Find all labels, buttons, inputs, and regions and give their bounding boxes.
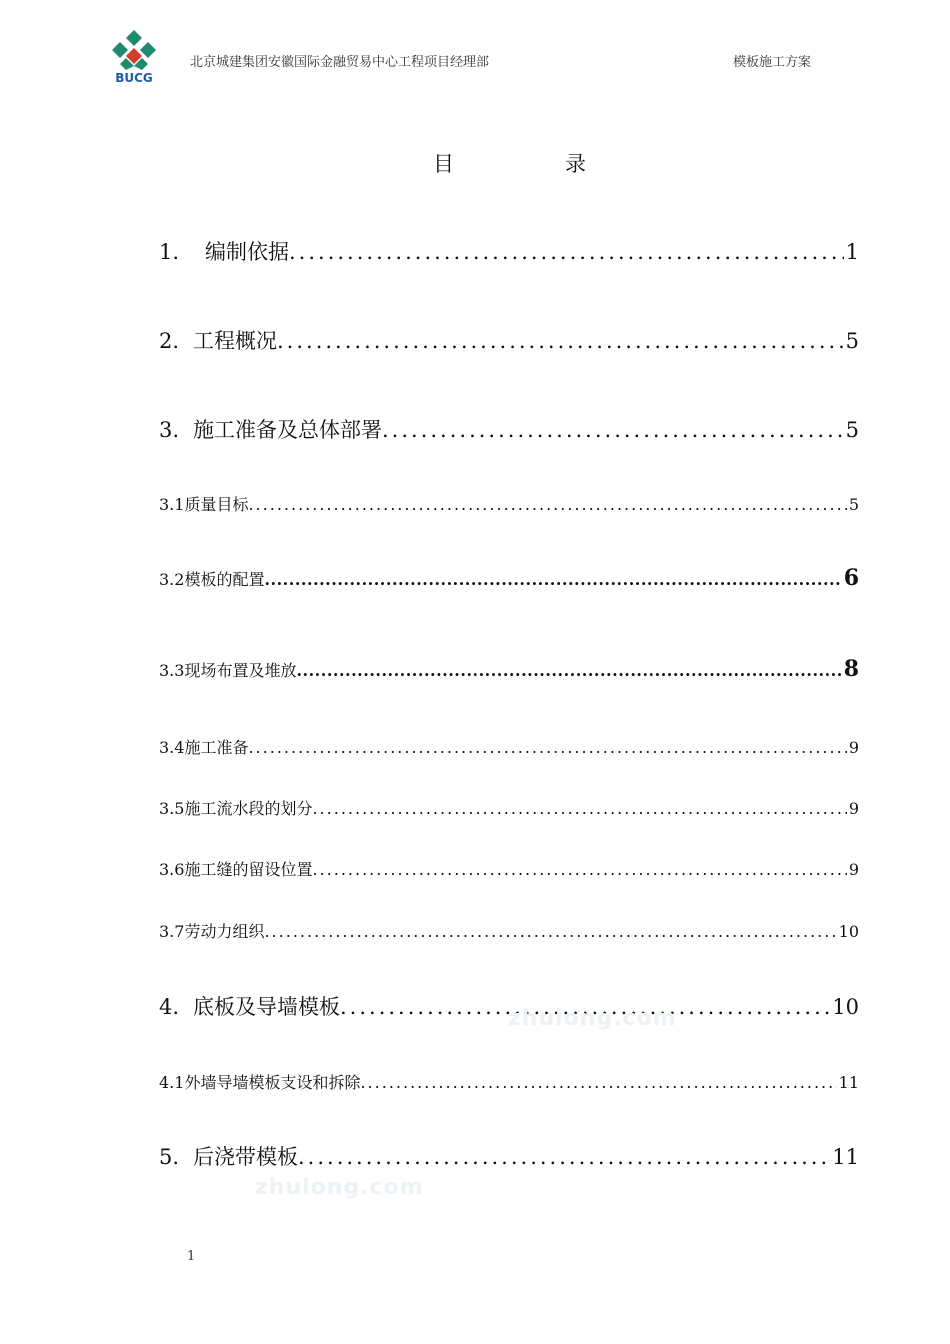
toc-label: 施工缝的留设位置: [184, 860, 313, 879]
bucg-logo: [108, 26, 160, 86]
watermark: zhulong.com: [508, 1006, 677, 1031]
toc-label: 外墙导墙模板支设和拆除: [184, 1073, 361, 1092]
toc-label: 质量目标: [184, 495, 249, 514]
toc-title-char-1: 目: [433, 152, 454, 176]
toc-entry[interactable]: [159, 236, 859, 266]
toc-number: 4.1: [159, 1073, 185, 1092]
toc-page: 5: [848, 495, 859, 514]
toc-entry[interactable]: [159, 1070, 859, 1093]
toc-label: 工程概况: [193, 329, 277, 353]
watermark: zhulong.com: [255, 1175, 424, 1200]
toc-entry[interactable]: [159, 1141, 859, 1171]
toc-label: 施工准备: [184, 738, 249, 757]
toc-entry[interactable]: [159, 796, 859, 819]
toc-label: 施工准备及总体部署: [193, 418, 382, 442]
toc-label: 劳动力组织: [184, 922, 265, 941]
toc-leader: [248, 738, 846, 757]
toc-label: 后浇带模板: [193, 1145, 298, 1169]
toc-label: 施工流水段的划分: [184, 799, 313, 818]
header-organization: 北京城建集团安徽国际金融贸易中心工程项目经理部: [190, 55, 490, 70]
toc-number: 3.3: [159, 661, 185, 680]
toc-page: 5: [845, 418, 859, 442]
toc-leader: [264, 922, 836, 941]
toc-page: 8: [843, 656, 859, 682]
toc-leader: [382, 418, 844, 442]
toc-entry[interactable]: [159, 735, 859, 758]
toc-page: 10: [838, 922, 859, 941]
toc-leader: [296, 661, 841, 680]
toc-number: 3.6: [159, 860, 185, 879]
page-number: 1: [187, 1249, 196, 1264]
toc-entry[interactable]: [159, 414, 859, 444]
toc-label: 模板的配置: [184, 570, 265, 589]
toc-leader: [360, 1073, 836, 1092]
toc-page: 10: [832, 995, 859, 1019]
toc-page: 11: [838, 1073, 859, 1092]
toc-number: 3.4: [159, 738, 185, 757]
toc-leader: [298, 1145, 830, 1169]
toc-page: 5: [845, 329, 859, 353]
toc-number: 3.1: [159, 495, 185, 514]
toc-number: 3.: [159, 418, 180, 442]
toc-entry[interactable]: [159, 325, 859, 355]
toc-page: 9: [848, 799, 859, 818]
toc-entry[interactable]: [159, 656, 859, 682]
toc-number: 1.: [159, 240, 180, 264]
header-doc-title: 模板施工方案: [733, 55, 812, 70]
toc-page: 9: [848, 738, 859, 757]
toc-leader: [264, 570, 841, 589]
toc-leader: [289, 240, 844, 264]
toc-leader: [277, 329, 844, 353]
toc-page: 11: [832, 1145, 859, 1169]
toc-entry[interactable]: [159, 492, 859, 515]
toc-leader: [312, 799, 846, 818]
toc-page: 6: [843, 565, 859, 591]
toc-leader: [312, 860, 846, 879]
toc-number: 3.2: [159, 570, 185, 589]
toc-label: 底板及导墙模板: [193, 995, 340, 1019]
toc-page: 1: [845, 240, 859, 264]
toc-number: 4.: [159, 995, 180, 1019]
toc-number: 3.5: [159, 799, 185, 818]
toc-entry[interactable]: [159, 919, 859, 942]
logo-text: BUCG: [115, 71, 153, 85]
toc-number: 5.: [159, 1145, 180, 1169]
toc-entry[interactable]: [159, 857, 859, 880]
toc-number: 2.: [159, 329, 180, 353]
toc-page: 9: [848, 860, 859, 879]
toc-number: 3.7: [159, 922, 185, 941]
toc-entry[interactable]: [159, 565, 859, 591]
toc-title-char-2: 录: [565, 152, 586, 176]
toc-label: 编制依据: [205, 240, 289, 264]
toc-label: 现场布置及堆放: [184, 661, 297, 680]
toc-leader: [248, 495, 846, 514]
